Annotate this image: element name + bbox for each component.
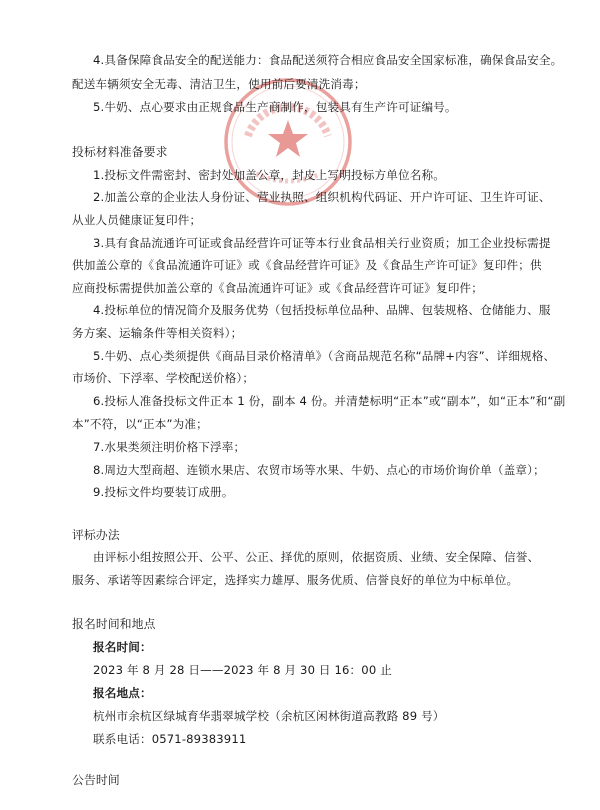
registration-time-label: 报名时间：: [93, 640, 152, 654]
materials-item: 从业人员健康证复印件；: [72, 213, 202, 227]
delivery-item-4-line-2: 配送车辆须安全无毒、清洁卫生，使用前后要清洗消毒；: [72, 77, 366, 91]
delivery-item-5: 5.牛奶、点心要求由正规食品生产商制作，包装具有生产许可证编号。: [93, 100, 457, 114]
materials-item: 7.水果类须注明价格下浮率；: [93, 440, 246, 454]
materials-item: 2.加盖公章的企业法人身份证、营业执照、组织机构代码证、开户许可证、卫生许可证、: [93, 190, 551, 204]
evaluation-text-line-2: 服务、承诺等因素综合评定，选择实力雄厚、服务优质、信誉良好的单位为中标单位。: [72, 573, 519, 587]
materials-item: 本”不符，以“正本”为准；: [72, 417, 208, 431]
registration-time-value: 2023 年 8 月 28 日——2023 年 8 月 30 日 16：00 止: [93, 663, 392, 677]
materials-item: 5.牛奶、点心类须提供《商品目录价格清单》（含商品规范名称“品牌+内容”、详细规格、: [93, 349, 556, 363]
materials-item: 应商投标需提供加盖公章的《食品流通许可证》或《食品经营许可证》复印件；: [72, 281, 484, 295]
materials-heading: 投标材料准备要求: [72, 145, 168, 159]
registration-phone: 联系电话：0571-89383911: [93, 732, 247, 746]
announcement-heading: 公告时间: [72, 773, 120, 787]
materials-item: 1.投标文件需密封、密封处加盖公章，封皮上写明投标方单位名称。: [93, 168, 445, 182]
evaluation-heading: 评标办法: [72, 528, 120, 542]
registration-heading: 报名时间和地点: [72, 617, 156, 631]
registration-place-value: 杭州市余杭区绿城育华翡翠城学校（余杭区闲林街道高教路 89 号）: [93, 709, 445, 723]
materials-item: 3.具有食品流通许可证或食品经营许可证等本行业食品相关行业资质；加工企业投标需提: [93, 236, 551, 250]
materials-item: 6.投标人准备投标文件正本 1 份，副本 4 份。并清楚标明“正本”或“副本”，如“正本”和“副: [93, 394, 566, 408]
materials-item: 务方案、运输条件等相关资料）；: [72, 326, 243, 340]
materials-item: 8.周边大型商超、连锁水果店、农贸市场等水果、牛奶、点心的市场价询价单（盖章）；: [93, 463, 545, 477]
materials-item: 4.投标单位的情况简介及服务优势（包括投标单位品种、品牌、包装规格、仓储能力、服: [93, 303, 551, 317]
materials-item: 市场价、下浮率、学校配送价格）；: [72, 371, 255, 385]
registration-place-label: 报名地点：: [93, 686, 152, 700]
materials-item: 9.投标文件均要装订成册。: [93, 485, 234, 499]
evaluation-text-line-1: 由评标小组按照公开、公平、公正、择优的原则，依据资质、业绩、安全保障、信誉、: [93, 550, 540, 564]
delivery-item-4-line-1: 4.具备保障食品安全的配送能力：食品配送须符合相应食品安全国家标准，确保食品安全。: [93, 53, 563, 67]
materials-item: 供加盖公章的《食品流通许可证》或《食品经营许可证》及《食品生产许可证》复印件；供: [72, 258, 542, 272]
